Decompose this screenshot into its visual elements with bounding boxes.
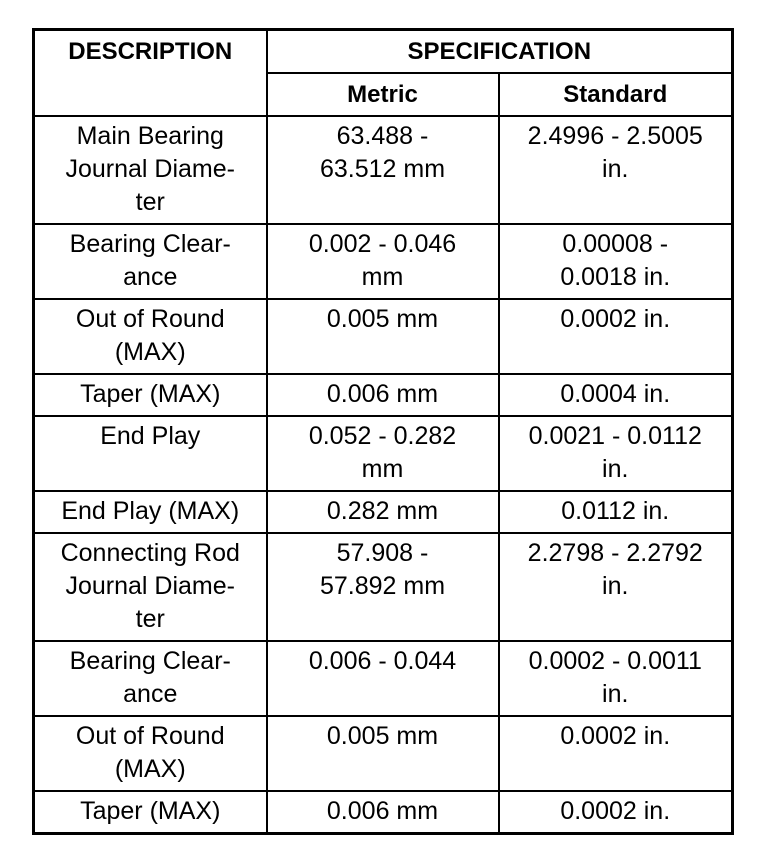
description-cell: [34, 716, 267, 791]
table-row: [34, 716, 733, 791]
header-specification: [267, 30, 733, 74]
standard-cell: [499, 641, 733, 716]
header-metric-label: Metric: [347, 81, 418, 108]
metric-cell: [267, 224, 499, 299]
description-cell: [34, 791, 267, 834]
table-row: [34, 116, 733, 224]
description-text: End Play (MAX): [61, 497, 240, 525]
header-description-label: DESCRIPTION: [68, 38, 233, 65]
metric-cell: [267, 116, 499, 224]
standard-text: 0.0002 in.: [560, 797, 671, 825]
metric-text: 0.006 - 0.044: [308, 647, 457, 675]
table-row: [34, 533, 733, 641]
standard-text: 0.0112 in.: [561, 497, 670, 525]
table-row: [34, 641, 733, 716]
description-cell: [34, 491, 267, 533]
standard-cell: [499, 416, 733, 491]
standard-cell: [499, 716, 733, 791]
standard-text: 2.4996 - 2.5005 in.: [527, 122, 703, 183]
description-cell: [34, 299, 267, 374]
header-row-top: [34, 30, 733, 74]
standard-text: 2.2798 - 2.2792 in.: [527, 539, 703, 600]
metric-cell: [267, 491, 499, 533]
standard-cell: [499, 491, 733, 533]
description-cell: [34, 224, 267, 299]
standard-text: 0.0002 in.: [560, 722, 671, 750]
description-text: End Play: [100, 422, 201, 450]
table-row: [34, 491, 733, 533]
specification-table: [32, 28, 734, 835]
metric-text: 0.006 mm: [326, 380, 439, 408]
table-row: [34, 299, 733, 374]
standard-text: 0.0002 - 0.0011 in.: [528, 647, 702, 708]
header-standard-label: Standard: [563, 81, 668, 108]
description-cell: [34, 641, 267, 716]
header-metric: [267, 73, 499, 116]
description-cell: [34, 116, 267, 224]
metric-text: 0.005 mm: [326, 722, 439, 750]
description-text: Out of Round (MAX): [75, 305, 225, 366]
metric-text: 0.005 mm: [326, 305, 439, 333]
standard-text: 0.0004 in.: [560, 380, 671, 408]
metric-cell: [267, 533, 499, 641]
header-standard: [499, 73, 733, 116]
table-row: [34, 224, 733, 299]
standard-cell: [499, 299, 733, 374]
metric-cell: [267, 791, 499, 834]
metric-cell: [267, 299, 499, 374]
description-text: Bearing Clear- ance: [69, 647, 231, 708]
table-row: [34, 416, 733, 491]
description-text: Taper (MAX): [80, 380, 221, 408]
metric-text: 0.006 mm: [326, 797, 439, 825]
header-specification-label: SPECIFICATION: [407, 38, 592, 65]
description-text: Connecting Rod Journal Diame- ter: [60, 539, 240, 633]
metric-cell: [267, 641, 499, 716]
metric-cell: [267, 416, 499, 491]
metric-cell: [267, 374, 499, 416]
standard-text: 0.00008 - 0.0018 in.: [560, 230, 671, 291]
description-cell: [34, 533, 267, 641]
standard-text: 0.0021 - 0.0112 in.: [528, 422, 702, 483]
table-row: [34, 374, 733, 416]
metric-text: 63.488 - 63.512 mm: [319, 122, 446, 183]
metric-text: 0.002 - 0.046 mm: [308, 230, 457, 291]
standard-text: 0.0002 in.: [560, 305, 671, 333]
description-cell: [34, 416, 267, 491]
table-row: [34, 791, 733, 834]
standard-cell: [499, 224, 733, 299]
description-text: Out of Round (MAX): [75, 722, 225, 783]
description-cell: [34, 374, 267, 416]
standard-cell: [499, 116, 733, 224]
standard-cell: [499, 533, 733, 641]
metric-text: 0.282 mm: [326, 497, 439, 525]
description-text: Main Bearing Journal Diame- ter: [65, 122, 235, 216]
description-text: Bearing Clear- ance: [69, 230, 231, 291]
metric-text: 57.908 - 57.892 mm: [319, 539, 446, 600]
standard-cell: [499, 791, 733, 834]
metric-text: 0.052 - 0.282 mm: [308, 422, 457, 483]
description-text: Taper (MAX): [80, 797, 221, 825]
standard-cell: [499, 374, 733, 416]
header-description: [34, 30, 267, 117]
table-body: [34, 116, 733, 834]
metric-cell: [267, 716, 499, 791]
